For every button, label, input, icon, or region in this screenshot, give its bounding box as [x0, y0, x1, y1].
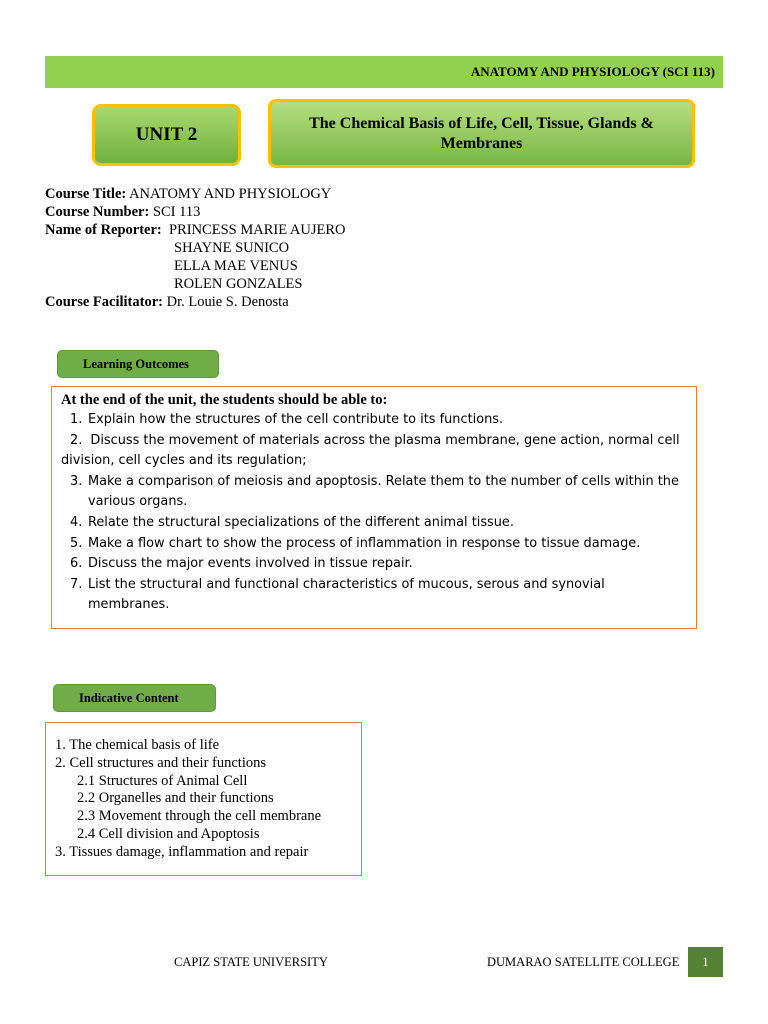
- content-item: 1. The chemical basis of life: [55, 737, 220, 753]
- outcome-number: 3.: [70, 473, 83, 489]
- header-title: ANATOMY AND PHYSIOLOGY (SCI 113): [470, 64, 715, 79]
- content-item: 2. Cell structures and their functions: [55, 754, 267, 771]
- reporter-name: PRINCESS MARIE AUJERO: [169, 222, 346, 238]
- course-title-label: Course Title:: [45, 186, 127, 202]
- outcome-number: 1.: [70, 412, 83, 427]
- outcome-number: 5.: [70, 535, 83, 551]
- course-number-label: Course Number:: [45, 204, 150, 220]
- course-number-row: [45, 203, 345, 221]
- reporter-name: ROLEN GONZALES: [174, 276, 303, 292]
- outcome-number: 2.: [70, 432, 83, 448]
- outcome-text: Discuss the movement of materials across the plasma membrane, gene action, normal cell division, cell cycles and its regulation;: [61, 432, 680, 469]
- outcome-item: [61, 554, 688, 575]
- facilitator-value: Dr. Louie S. Denosta: [166, 294, 289, 310]
- content-subitem: 2.2 Organelles and their functions: [77, 790, 274, 807]
- learning-outcomes-box: [51, 386, 697, 629]
- outcome-number: 6.: [70, 556, 83, 572]
- content-subitem: 2.1 Structures of Animal Cell: [77, 772, 248, 789]
- outcome-text: Relate the structural specializations of the different animal tissue.: [88, 514, 514, 530]
- course-info: [45, 185, 345, 311]
- footer-university: CAPIZ STATE UNIVERSITY: [174, 955, 328, 969]
- outcome-item: [61, 513, 688, 534]
- content-subitem: 2.3 Movement through the cell membrane: [77, 808, 322, 825]
- indicative-content-box: [45, 722, 362, 876]
- learning-outcomes-heading: Learning Outcomes: [57, 350, 219, 378]
- header-bar: [45, 56, 723, 88]
- reporter-row: [45, 221, 345, 239]
- outcome-item: [61, 534, 688, 555]
- unit-title: The Chemical Basis of Life, Cell, Tissue, Glands & Membranes: [268, 99, 695, 168]
- course-title-value: ANATOMY AND PHYSIOLOGY: [129, 186, 332, 202]
- outcome-text: List the structural and functional characteristics of mucous, serous and synovial membranes.: [88, 576, 605, 613]
- outcome-item: [61, 575, 688, 616]
- facilitator-label: Course Facilitator:: [45, 294, 163, 310]
- outcome-text: Explain how the structures of the cell contribute to its functions.: [88, 412, 504, 427]
- outcome-item: [61, 431, 688, 472]
- outcome-number: 7.: [70, 576, 83, 592]
- reporter-name: SHAYNE SUNICO: [174, 240, 290, 256]
- unit-badge: UNIT 2: [92, 104, 241, 166]
- outcome-text: Make a comparison of meiosis and apoptosis. Relate them to the number of cells within the various organs.: [88, 473, 679, 510]
- facilitator-row: [45, 293, 345, 311]
- footer-college: DUMARAO SATELLITE COLLEGE: [487, 955, 680, 969]
- outcome-item: [61, 410, 688, 431]
- course-number-value: SCI 113: [152, 204, 201, 220]
- outcome-item: [61, 472, 688, 513]
- reporter-label: Name of Reporter:: [45, 222, 162, 238]
- content-item: 3. Tissues damage, inflammation and repair: [55, 843, 309, 860]
- outcome-text: Discuss the major events involved in tissue repair.: [88, 556, 413, 572]
- outcome-text: Make a flow chart to show the process of inflammation in response to tissue damage.: [88, 535, 641, 551]
- outcomes-lead: At the end of the unit, the students should be able to:: [61, 392, 388, 408]
- page-number: 1: [688, 947, 723, 977]
- reporter-name: ELLA MAE VENUS: [174, 258, 298, 274]
- course-title-row: [45, 185, 345, 203]
- content-subitem: 2.4 Cell division and Apoptosis: [77, 825, 260, 842]
- outcome-number: 4.: [70, 514, 83, 530]
- indicative-content-heading: Indicative Content: [53, 684, 216, 712]
